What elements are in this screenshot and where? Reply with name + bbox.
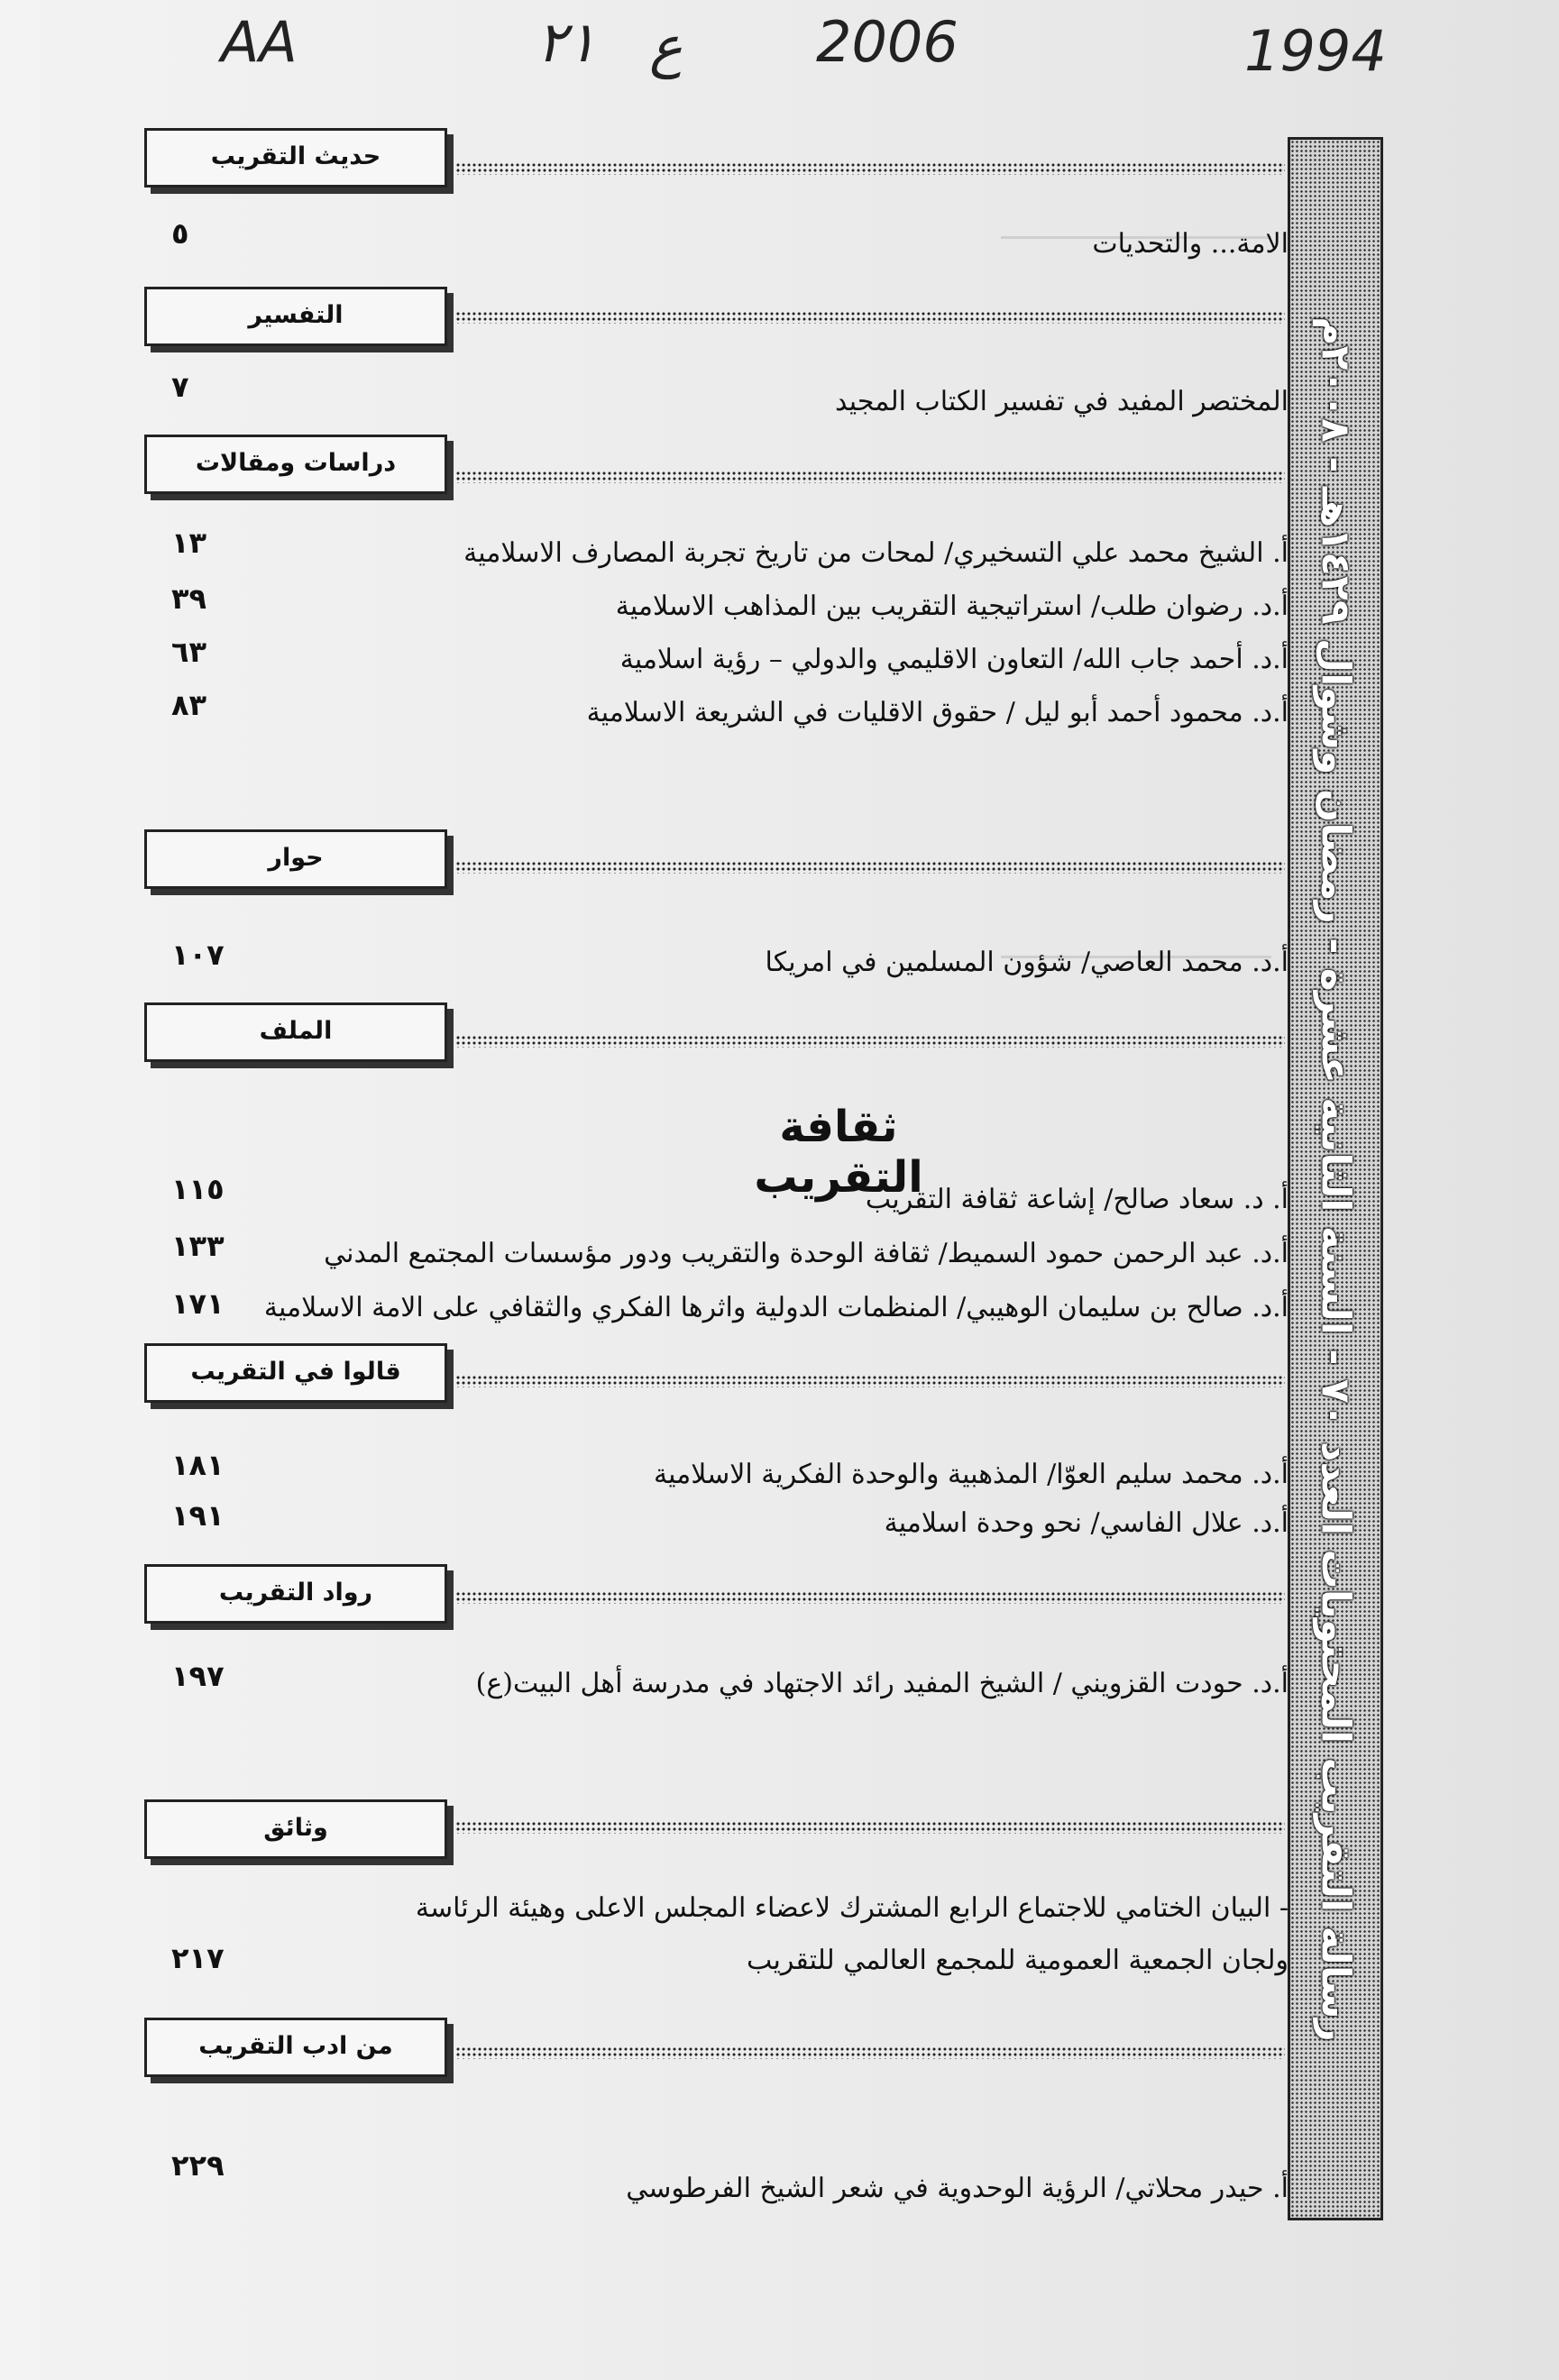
handwritten-note-center-b: ع — [649, 14, 683, 79]
page-number: ١١٥ — [171, 1172, 225, 1206]
toc-entry: أ.د. محمد سليم العوّا/ المذهبية والوحدة الفكرية الاسلامية — [654, 1459, 1288, 1490]
page-number: ١٣ — [171, 526, 207, 560]
section-label-file: الملف — [144, 1002, 447, 1062]
toc-entry: أ.د. عبد الرحمن حمود السميط/ ثقافة الوحدة والتقريب ودور مؤسسات المجتمع المدني — [324, 1238, 1288, 1269]
toc-entry: المختصر المفيد في تفسير الكتاب المجيد — [835, 386, 1288, 417]
page-number: ٦٣ — [171, 635, 207, 669]
page-number: ٥ — [171, 216, 189, 251]
page-number: ١٣٣ — [171, 1229, 225, 1263]
dotted-rule — [455, 1591, 1285, 1604]
handwritten-note-left: AA — [221, 9, 298, 75]
page-number: ٣٩ — [171, 581, 207, 616]
section-label-documents: وثائق — [144, 1799, 447, 1859]
page-number: ١٨١ — [171, 1448, 225, 1482]
section-label-hadith: حديث التقريب — [144, 128, 447, 188]
page-number: ٢٢٩ — [171, 2148, 225, 2183]
dotted-rule — [455, 471, 1285, 483]
page-number: ١٧١ — [171, 1286, 225, 1321]
toc-entry: - البيان الختامي للاجتماع الرابع المشترك لاعضاء المجلس الاعلى وهيئة الرئاسة ولجان الجمعية العمومية للمجمع العالمي للتقريب — [415, 1892, 1288, 1976]
toc-entry: أ. الشيخ محمد علي التسخيري/ لمحات من تاريخ تجربة المصارف الاسلامية — [463, 537, 1288, 569]
section-label-interview: حوار — [144, 829, 447, 889]
dotted-rule — [455, 1035, 1285, 1048]
dotted-rule — [455, 311, 1285, 324]
dotted-rule — [455, 1821, 1285, 1834]
page-number: ١٩٧ — [171, 1659, 225, 1693]
page-number: ٢١٧ — [171, 1941, 225, 1975]
side-banner-text: رسالة التقريب المحتويات العدد ٧٠ - السنة الثانية عشرة - رمضان وشوال ١٤٢٩هـ - ٢٠٠٨م — [1312, 316, 1359, 2042]
page-number: ١٠٧ — [171, 938, 225, 972]
handwritten-note-right: 1994 — [1244, 18, 1387, 84]
section-label-they-said: قالوا في التقريب — [144, 1343, 447, 1403]
toc-entry: أ.د. علال الفاسي/ نحو وحدة اسلامية — [884, 1507, 1288, 1539]
toc-entry: أ.د. محمد العاصي/ شؤون المسلمين في امريكا — [765, 947, 1288, 978]
page-number: ١٩١ — [171, 1498, 225, 1533]
section-label-studies: دراسات ومقالات — [144, 435, 447, 494]
toc-entry: أ.د. محمود أحمد أبو ليل / حقوق الاقليات في الشريعة الاسلامية — [586, 697, 1288, 728]
toc-entry: أ.د. حودت القزويني / الشيخ المفيد رائد الاجتهاد في مدرسة أهل البيت(ع) — [475, 1668, 1288, 1699]
section-label-literature: من ادب التقريب — [144, 2018, 447, 2077]
file-heading: ثقافة التقريب — [754, 1102, 923, 1203]
dotted-rule — [455, 2046, 1285, 2059]
dotted-rule — [455, 162, 1285, 175]
page-number: ٧ — [171, 370, 189, 404]
toc-entry: أ.د. صالح بن سليمان الوهيبي/ المنظمات الدولية واثرها الفكري والثقافي على الامة الاسلامية — [263, 1292, 1288, 1323]
section-label-tafsir: التفسير — [144, 287, 447, 346]
section-label-pioneers: رواد التقريب — [144, 1564, 447, 1624]
toc-entry: أ.د. أحمد جاب الله/ التعاون الاقليمي والدولي – رؤية اسلامية — [619, 644, 1288, 675]
page-number: ٨٣ — [171, 688, 207, 722]
dotted-rule — [455, 861, 1285, 874]
toc-entry: أ. د. سعاد صالح/ إشاعة ثقافة التقريب — [865, 1184, 1288, 1215]
toc-entry: الامة... والتحديات — [1092, 228, 1288, 260]
toc-entry: أ.د. رضوان طلب/ استراتيجية التقريب بين المذاهب الاسلامية — [615, 590, 1288, 622]
dotted-rule — [455, 1375, 1285, 1387]
side-banner — [1288, 137, 1383, 2220]
handwritten-note-center-a: ٢١ — [536, 9, 597, 75]
handwritten-note-center-c: 2006 — [816, 9, 958, 75]
toc-entry: أ. حيدر محلاتي/ الرؤية الوحدوية في شعر الشيخ الفرطوسي — [626, 2173, 1288, 2204]
